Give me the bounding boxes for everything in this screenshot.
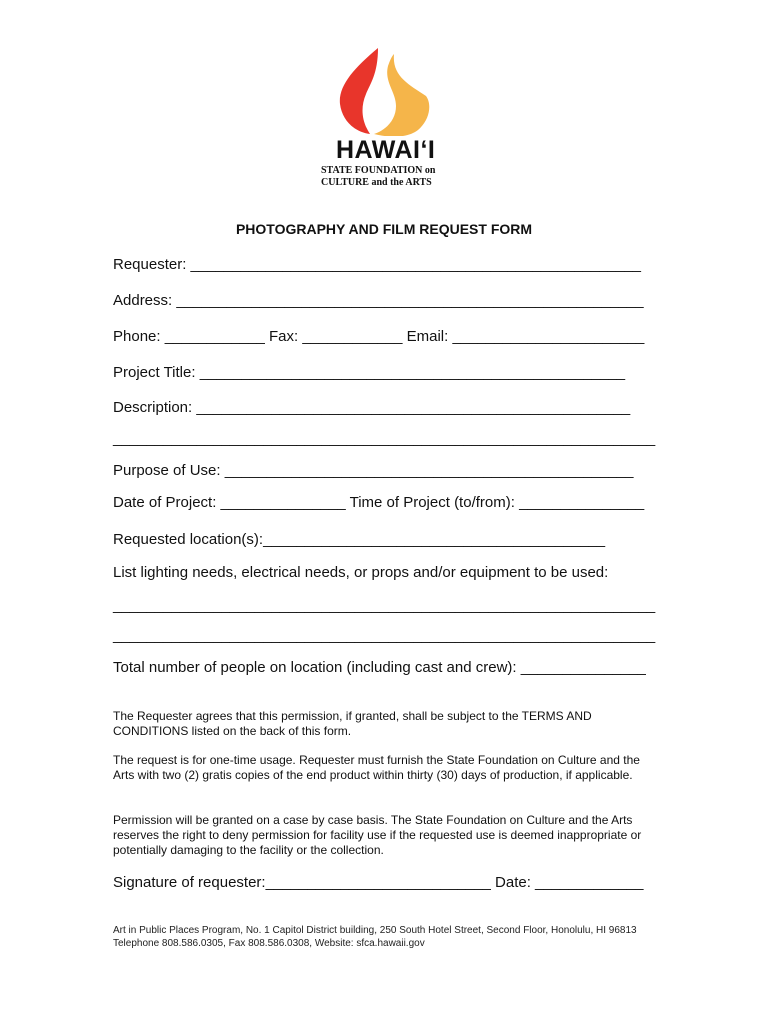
form-title: PHOTOGRAPHY AND FILM REQUEST FORM	[235, 221, 533, 237]
email-field[interactable]: Email: _______________________	[406, 328, 645, 345]
terms-paragraph-3: Permission will be granted on a case by case basis. The State Foundation on Culture and the Arts reserves the right to deny permission for facility use if the requested use is deemed inappropriate or potentially damaging to the facility or the collection.	[113, 813, 642, 857]
org-name: HAWAI‘I	[336, 136, 436, 164]
contact-row	[113, 328, 644, 345]
org-subtitle-line2: CULTURE and the ARTS	[321, 177, 432, 188]
logo-red-flame	[340, 48, 378, 134]
lighting-line-2[interactable]: _________________________________________________________________	[113, 627, 656, 644]
footer-address: Art in Public Places Program, No. 1 Capitol District building, 250 South Hotel Street, Second Floor, Honolulu, HI 96813	[113, 925, 637, 936]
terms-paragraph-1: The Requester agrees that this permission, if granted, shall be subject to the TERMS AND CONDITIONS listed on the back of this form.	[113, 709, 592, 738]
requested-locations-field[interactable]: Requested location(s):_________________________________________	[113, 531, 606, 548]
terms-paragraph-2: The request is for one-time usage. Requester must furnish the State Foundation on Culture and the Arts with two (2) gratis copies of the end product within thirty (30) days of production, if applicable.	[113, 753, 640, 782]
signature-date-field[interactable]: Date: _____________	[495, 874, 644, 891]
lighting-needs-label: List lighting needs, electrical needs, or props and/or equipment to be used:	[113, 564, 609, 581]
description-field[interactable]: Description: ____________________________________________________	[113, 399, 631, 416]
description-line-2[interactable]: _________________________________________________________________	[113, 430, 656, 447]
logo-yellow-flame	[374, 54, 429, 136]
project-title-field[interactable]: Project Title: ___________________________________________________	[113, 364, 626, 381]
requester-field[interactable]: Requester: ______________________________________________________	[113, 256, 642, 273]
phone-field[interactable]: Phone: ____________	[113, 328, 265, 345]
purpose-field[interactable]: Purpose of Use: _________________________________________________	[113, 462, 634, 479]
org-subtitle-line1: STATE FOUNDATION on	[321, 165, 436, 176]
total-people-field[interactable]: Total number of people on location (including cast and crew): _______________	[113, 659, 646, 676]
fax-field[interactable]: Fax: ____________	[269, 328, 403, 345]
signature-row	[113, 874, 644, 891]
lighting-line-1[interactable]: _________________________________________________________________	[113, 597, 656, 614]
footer-contact: Telephone 808.586.0305, Fax 808.586.0308, Website: sfca.hawaii.gov	[113, 938, 425, 949]
time-of-project-field[interactable]: Time of Project (to/from): _______________	[349, 494, 645, 511]
signature-field[interactable]: Signature of requester:___________________________	[113, 874, 491, 891]
date-of-project-field[interactable]: Date of Project: _______________	[113, 494, 346, 511]
hawaii-sfca-logo	[334, 46, 434, 136]
address-field[interactable]: Address: ________________________________________________________	[113, 292, 644, 309]
project-timing-row	[113, 494, 644, 511]
